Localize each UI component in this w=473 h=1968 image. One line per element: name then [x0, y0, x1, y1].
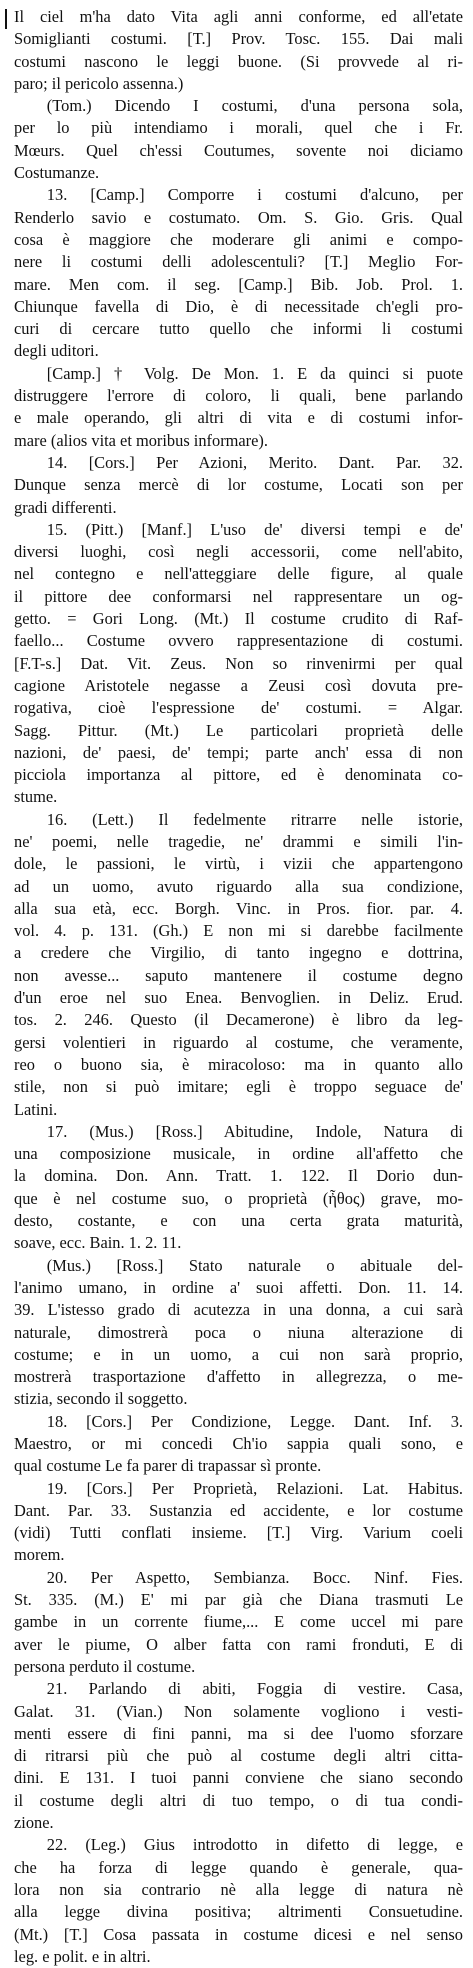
text-line: 19. [Cors.] Per Proprietà, Relazioni. Lat. Habitus.	[46, 1478, 463, 1498]
text-line: 15. (Pitt.) [Manf.] L'uso de' diversi tempi e de'	[46, 519, 463, 539]
text-line: mare. Men com. il seg. [Camp.] Bib. Job. Prol. 1.	[14, 274, 463, 294]
text-line: Galat. 31. (Vian.) Non solamente vogliono i vesti-	[14, 1701, 463, 1721]
text-line: Dant. Par. 33. Sustanzia ed accidente, e lor costume	[14, 1500, 463, 1520]
text-line: gambe in un corrente fiume,... E come uccel mi pare	[14, 1612, 463, 1632]
text-line: Dunque senza mercè di lor costume, Locati son per	[14, 475, 463, 495]
text-line: stile, non si può imitare; egli è troppo seguace de'	[14, 1077, 463, 1097]
text-line: Renderlo savio e costumato. Om. S. Gio. Gris. Qual	[14, 207, 463, 227]
text-line: persona perduto il costume.	[14, 1656, 196, 1676]
text-line: 14. [Cors.] Per Azioni, Merito. Dant. Par. 32.	[46, 452, 463, 472]
text-line: Il ciel m'ha dato Vita agli anni conforme, ed all'etate	[14, 7, 463, 26]
text-line: lora non sia contrario nè alla legge di natura nè	[14, 1879, 463, 1899]
text-column	[14, 6, 463, 1968]
text-line: una composizione musicale, in ordine all'affetto che	[14, 1144, 463, 1164]
text-line: nere li costumi delli adolescentuli? [T.] Meglio For-	[14, 252, 463, 272]
text-line: stizia, secondo il soggetto.	[14, 1389, 188, 1409]
text-line: 13. [Camp.] Comporre i costumi d'alcuno, per	[46, 185, 463, 205]
text-line: leg. e polit. e in altri.	[14, 1946, 151, 1966]
text-line: mare (alios vita et moribus informare).	[14, 430, 268, 450]
text-line: paro; il pericolo assenna.)	[14, 73, 184, 93]
text-line: 22. (Leg.) Gius introdotto in difetto di legge, e	[46, 1835, 463, 1855]
text-line: per lo più intendiamo i morali, quel che i Fr.	[14, 118, 463, 138]
text-line: soave, ecc. Bain. 1. 2. 11.	[14, 1233, 182, 1253]
text-line: reo o buono sia, è miracoloso: ma in quanto allo	[14, 1054, 463, 1074]
text-line: mostrerà trasportazione d'affetto in allegrezza, o me-	[14, 1367, 463, 1387]
text-line: zione.	[14, 1813, 54, 1833]
text-line: faello... Costume ovvero rappresentazione di costumi.	[14, 631, 463, 651]
text-line: costume; e in un uomo, a cui non sarà proprio,	[14, 1344, 463, 1364]
text-line: curi di cercare tutto quello che informi li costumi	[14, 319, 463, 339]
text-line: 39. L'istesso grado di acutezza in una donna, a cui sarà	[14, 1300, 463, 1320]
text-line: rogativa, cioè l'espressione de' costumi. = Algar.	[14, 698, 463, 718]
text-line: menti essere di fini panni, ma si dee l'uomo sforzare	[14, 1723, 463, 1743]
text-line: St. 335. (M.) E' mi par già che Diana trasmuti Le	[14, 1590, 463, 1610]
text-line: naturale, dimostrerà poca o niuna alterazione di	[14, 1322, 463, 1342]
text-line: diversi luoghi, così negli accessorii, come nell'abito,	[14, 542, 463, 562]
text-line: [Camp.] † Volg. De Mon. 1. E da quinci si puote	[46, 363, 463, 383]
text-line: costumi nascono le leggi buone. (Si provvede al ri-	[14, 51, 463, 71]
text-line: il costume degli altri di tuo tempo, o di tua condi-	[14, 1790, 463, 1810]
text-line: Somiglianti costumi. [T.] Prov. Tosc. 155. Dai mali	[14, 29, 463, 49]
text-line: a credere che Virgilio, di tanto ingegno e dottrina,	[14, 943, 463, 963]
text-line: nazioni, de' paesi, de' tempi; parte anch' essa di non	[14, 742, 463, 762]
margin-rule	[5, 9, 7, 29]
text-line: cagione Aristotele negasse a Zeusi così dovuta pre-	[14, 675, 463, 695]
text-line: 17. (Mus.) [Ross.] Abitudine, Indole, Natura di	[46, 1121, 463, 1141]
text-line: gersi volentieri in riguardo al costume, che veramente,	[14, 1032, 463, 1052]
text-line: (Mus.) [Ross.] Stato naturale o abituale del-	[46, 1255, 463, 1275]
text-line: Chiunque favella di Dio, è di necessitade ch'egli pro-	[14, 296, 463, 316]
text-line: nel contegno e nell'atteggiare delle figure, al quale	[14, 564, 463, 584]
text-line: (Mt.) [T.] Cosa passata in costume dicesi e nel senso	[14, 1924, 463, 1944]
text-line: stume.	[14, 787, 58, 807]
text-line: vol. 4. p. 131. (Gh.) E non mi si darebbe facilmente	[14, 921, 463, 941]
text-line: tos. 2. 246. Questo (il Decamerone) è libro da leg-	[14, 1010, 463, 1030]
text-line: 18. [Cors.] Per Condizione, Legge. Dant. Inf. 3.	[46, 1411, 463, 1431]
text-line: di ritrarsi più che può al costume degli altri citta-	[14, 1746, 463, 1766]
text-line: dole, le passioni, le virtù, i vizii che appartengono	[14, 854, 463, 874]
text-line: distruggere l'errore di coloro, li quali, bene parlando	[14, 386, 463, 406]
text-line: che ha forza di legge quando è generale, qua-	[14, 1857, 463, 1877]
text-line: [F.T-s.] Dat. Vit. Zeus. Non so rinvenirmi per qual	[14, 653, 463, 673]
text-line: 20. Per Aspetto, Sembianza. Bocc. Ninf. Fies.	[46, 1567, 463, 1587]
text-line: ne' poemi, nelle tragedie, ne' drammi e simili l'in-	[14, 831, 463, 851]
text-line: qual costume Le fa parer di trapassar sì pronte.	[14, 1456, 322, 1476]
text-line: d'un eroe nel suo Enea. Benvoglien. in Deliz. Erud.	[14, 988, 463, 1008]
text-line: picciola importanza al pittore, ed è denominata co-	[14, 765, 463, 785]
text-line: aver le piume, O alber fatta con rami fronduti, E di	[14, 1634, 463, 1654]
text-line: que è nel costume suo, o proprietà (ἦθος) grave, mo-	[14, 1188, 463, 1208]
text-line: il pittore dee conformarsi nel rappresentare un og-	[14, 586, 463, 606]
text-line: ad un uomo, avuto riguardo alla sua condizione,	[14, 876, 463, 896]
text-line: 16. (Lett.) Il fedelmente ritrarre nelle istorie,	[46, 809, 463, 829]
text-line: desto, costante, e con una certa grata maturità,	[14, 1211, 463, 1231]
text-line: non avesse... saputo mantenere il costume degno	[14, 965, 463, 985]
text-line: Mœurs. Quel ch'essi Coutumes, sovente noi diciamo	[14, 140, 463, 160]
text-line: l'animo umano, in ordine a' suoi affetti. Don. 11. 14.	[14, 1277, 463, 1297]
text-line: Costumanze.	[14, 163, 100, 183]
text-line: e male operando, gli altri di vita e di costumi infor-	[14, 408, 463, 428]
text-line: Latini.	[14, 1099, 58, 1119]
text-line: la domina. Don. Ann. Tratt. 1. 122. Il Dorio dun-	[14, 1166, 463, 1186]
text-line: alla sua età, ecc. Borgh. Vinc. in Pros. fior. par. 4.	[14, 898, 463, 918]
text-line: cosa è maggiore che moderare gli animi e compo-	[14, 229, 463, 249]
text-line: Sagg. Pittur. (Mt.) Le particolari proprietà delle	[14, 720, 463, 740]
text-line: alla legge divina positiva; altrimenti Consuetudine.	[14, 1902, 463, 1922]
text-line: dini. E 131. I tuoi panni conviene che siano secondo	[14, 1768, 463, 1788]
text-line: gradi differenti.	[14, 497, 117, 517]
text-line: (Tom.) Dicendo I costumi, d'una persona sola,	[46, 96, 463, 116]
text-line: Maestro, or mi concedi Ch'io sappia quali sono, e	[14, 1434, 463, 1453]
text-line: 21. Parlando di abiti, Foggia di vestire. Casa,	[46, 1679, 463, 1699]
text-line: morem.	[14, 1545, 65, 1565]
text-line: degli uditori.	[14, 341, 99, 361]
text-line: (vidi) Tutti conflati insieme. [T.] Virg. Varium coeli	[14, 1523, 463, 1543]
text-line: getto. = Gori Long. (Mt.) Il costume crudito di Raf-	[14, 609, 463, 629]
